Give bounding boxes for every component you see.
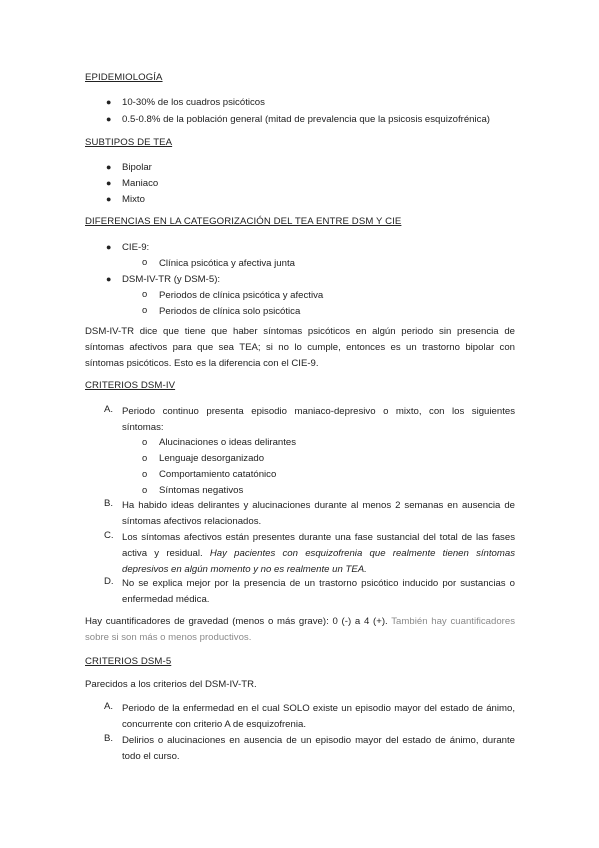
section-heading-criterios-dsm-iv: CRITERIOS DSM-IV (85, 380, 176, 391)
list-item: DSM-IV-TR (y DSM-5): (122, 274, 221, 285)
sub-bullet-icon: o (142, 288, 148, 299)
criterion-letter: A. (104, 701, 114, 712)
section-heading-diferencias: DIFERENCIAS EN LA CATEGORIZACIÓN DEL TEA ENTRE DSM Y CIE (85, 216, 402, 227)
criterion-letter: A. (104, 404, 114, 415)
criterion-text: No se explica mejor por la presencia de un trastorno psicótico inducido por sustancias o enfermedad médica. (122, 578, 515, 605)
sub-bullet-icon: o (142, 256, 148, 267)
criterion-text (122, 530, 515, 578)
criterion-text-main: Los síntomas afectivos están presentes durante una fase sustancial del total de las fases activa y residual. (122, 532, 515, 559)
list-item: Maniaco (122, 178, 159, 189)
criterion-text: Periodo de la enfermedad en el cual SOLO existe un episodio mayor del estado de ánimo, concurrente con criterio A de esquizofrenia. (122, 703, 515, 730)
list-item: 0.5-0.8% de la población general (mitad de prevalencia que la psicosis esquizofrénica) (122, 114, 490, 125)
sub-list-item: Clínica psicótica y afectiva junta (159, 258, 295, 269)
severity-paragraph (85, 614, 515, 646)
bullet-icon: ● (106, 114, 112, 124)
sub-list-item: Lenguaje desorganizado (159, 453, 265, 464)
criterion-note-italic: Hay pacientes con esquizofrenia que realmente tienen síntomas depresivos en algún momento y no es realmente un TEA. (122, 548, 515, 575)
sub-bullet-icon: o (142, 304, 148, 315)
list-item: 10-30% de los cuadros psicóticos (122, 97, 265, 108)
criterion-text: Ha habido ideas delirantes y alucinaciones durante al menos 2 semanas en ausencia de síntomas afectivos relacionados. (122, 500, 515, 527)
section-heading-criterios-dsm-5: CRITERIOS DSM-5 (85, 656, 172, 667)
sub-list-item: Síntomas negativos (159, 485, 244, 496)
sub-bullet-icon: o (142, 468, 148, 479)
sub-bullet-icon: o (142, 436, 148, 447)
severity-text: Hay cuantificadores de gravedad (menos o más grave): 0 (-) a 4 (+). (85, 616, 388, 627)
criterion-text: Periodo continuo presenta episodio maniaco-depresivo o mixto, con los siguientes síntomas: (122, 406, 515, 433)
sub-list-item: Alucinaciones o ideas delirantes (159, 437, 297, 448)
sub-bullet-icon: o (142, 452, 148, 463)
bullet-icon: ● (106, 178, 112, 188)
bullet-icon: ● (106, 97, 112, 107)
paragraph: Parecidos a los criterios del DSM-IV-TR. (85, 679, 257, 690)
criterion-letter: C. (104, 530, 114, 541)
bullet-icon: ● (106, 274, 112, 284)
sub-list-item: Periodos de clínica psicótica y afectiva (159, 290, 324, 301)
bullet-icon: ● (106, 162, 112, 172)
severity-note: También hay cuantificadores sobre si son más o menos productivos. (85, 616, 516, 643)
sub-list-item: Comportamiento catatónico (159, 469, 277, 480)
list-item: Bipolar (122, 162, 152, 173)
bullet-icon: ● (106, 242, 112, 252)
paragraph: DSM-IV-TR dice que tiene que haber síntomas psicóticos en algún periodo sin presencia de síntomas afectivos para que sea TEA; si no lo cumple, entonces es un trastorno bipolar con síntomas psicóticos. Esto es la diferencia con el CIE-9. (85, 326, 515, 369)
list-item: CIE-9: (122, 242, 150, 253)
list-item: Mixto (122, 194, 145, 205)
section-heading-epidemiologia: EPIDEMIOLOGÍA (85, 72, 163, 83)
sub-list-item: Periodos de clínica solo psicótica (159, 306, 301, 317)
bullet-icon: ● (106, 194, 112, 204)
criterion-letter: B. (104, 733, 114, 744)
sub-bullet-icon: o (142, 484, 148, 495)
criterion-letter: D. (104, 576, 114, 587)
criterion-letter: B. (104, 498, 114, 509)
section-heading-subtipos: SUBTIPOS DE TEA (85, 137, 173, 148)
criterion-text: Delirios o alucinaciones en ausencia de un episodio mayor del estado de ánimo, durante todo el curso. (122, 735, 515, 762)
